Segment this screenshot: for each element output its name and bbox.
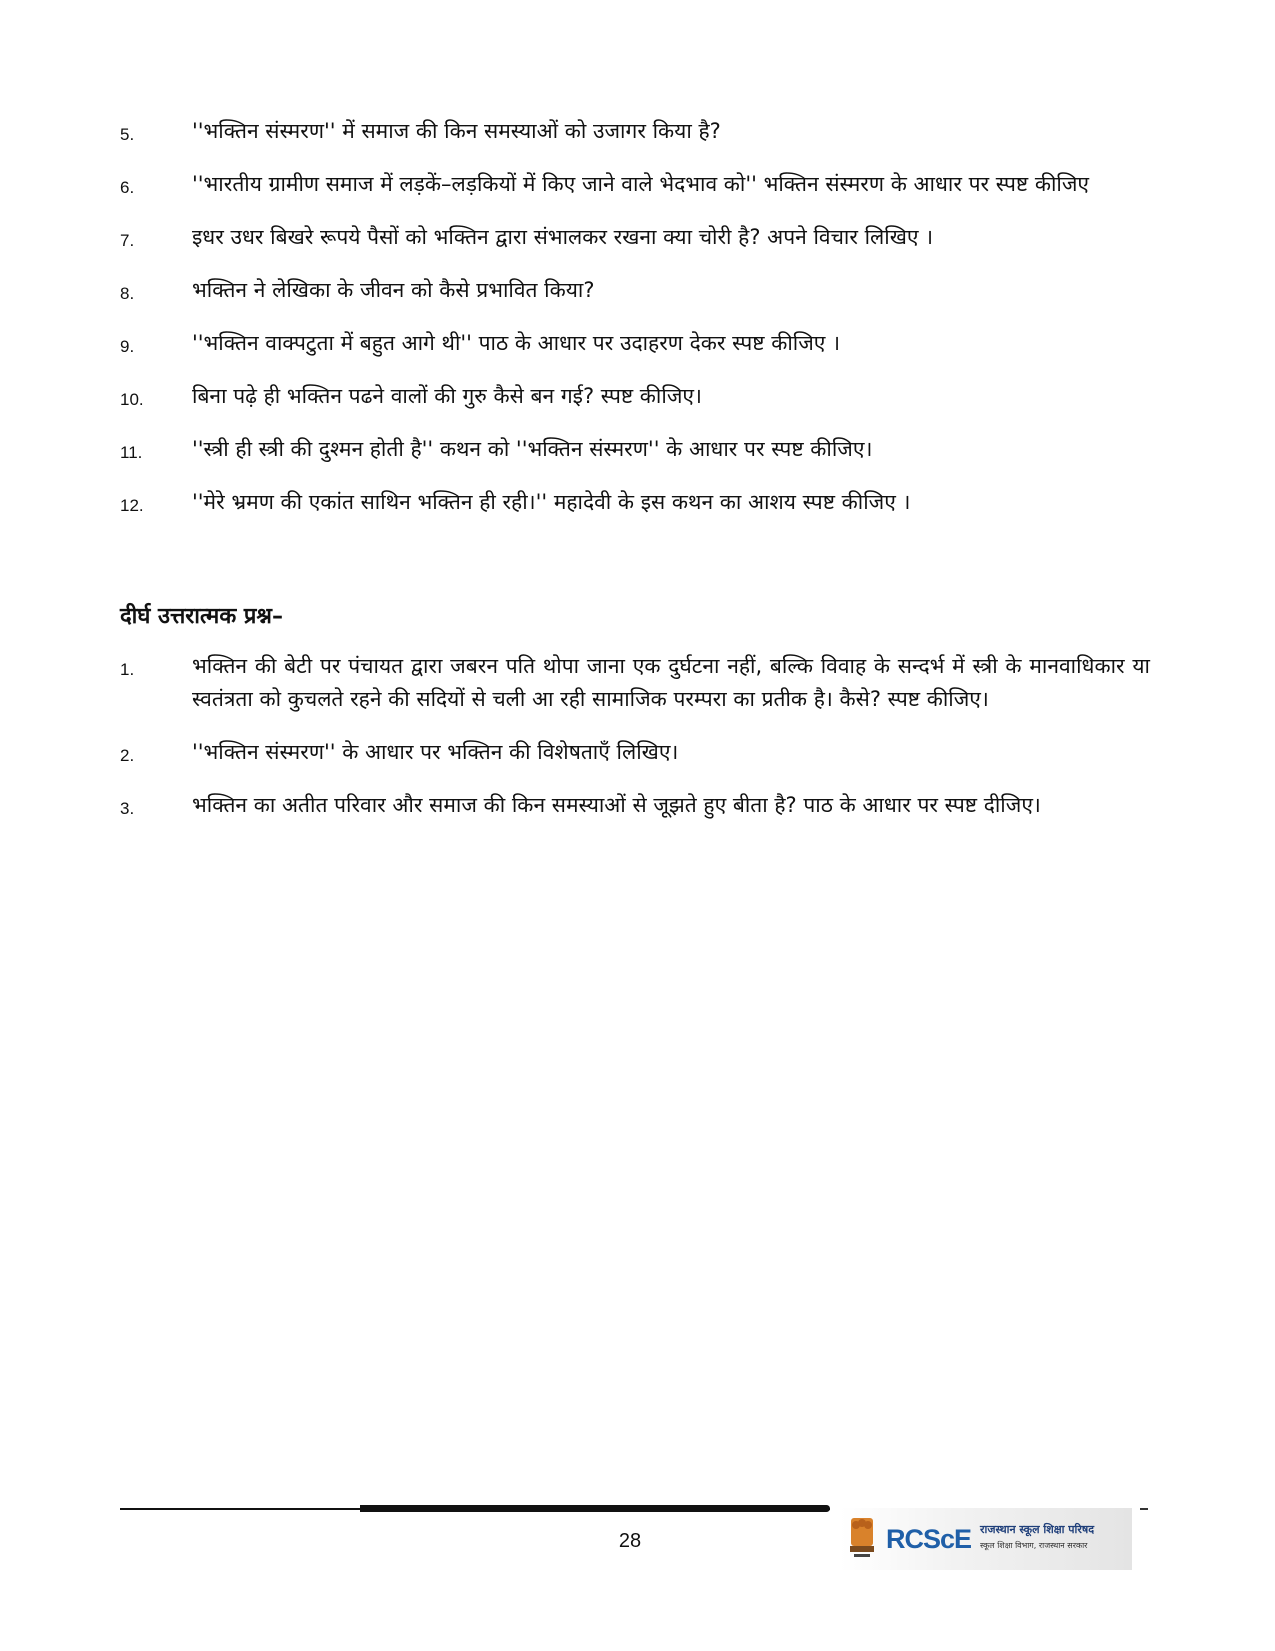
list-item: [120, 115, 1150, 148]
question-text: बिना पढ़े ही भक्तिन पढने वालों की गुरु कैसे बन गई? स्पष्ट कीजिए।: [192, 384, 702, 408]
question-text: ''भक्तिन वाक्पटुता में बहुत आगे थी'' पाठ के आधार पर उदाहरण देकर स्पष्ट कीजिए ।: [192, 331, 841, 355]
short-questions-list: [120, 115, 1150, 519]
list-item: [120, 650, 1150, 716]
list-item: [120, 327, 1150, 360]
list-item: [120, 380, 1150, 413]
question-number: 6.: [120, 178, 135, 197]
logo-title: राजस्थान स्कूल शिक्षा परिषद: [980, 1523, 1095, 1536]
question-number: 7.: [120, 231, 135, 250]
question-text: ''भक्तिन संस्मरण'' में समाज की किन समस्याओं को उजागर किया है?: [192, 119, 721, 143]
question-number: 10.: [120, 390, 144, 409]
question-number: 2.: [120, 746, 135, 765]
list-item: [120, 789, 1150, 822]
rcsce-logo: [840, 1508, 1132, 1570]
page-number: 28: [618, 1530, 642, 1552]
footer-divider-bold: [360, 1505, 830, 1512]
question-text: ''भक्तिन संस्मरण'' के आधार पर भक्तिन की विशेषताएँ लिखिए।: [192, 740, 679, 764]
question-number: 12.: [120, 496, 144, 515]
question-text: ''स्त्री ही स्त्री की दुश्मन होती है'' कथन को ''भक्तिन संस्मरण'' के आधार पर स्पष्ट कीजिए।: [192, 437, 873, 461]
footer-divider-mark: [1140, 1508, 1148, 1510]
question-text: भक्तिन ने लेखिका के जीवन को कैसे प्रभावित किया?: [192, 278, 595, 302]
question-number: 11.: [120, 443, 143, 462]
question-number: 3.: [120, 799, 135, 818]
list-item: [120, 221, 1150, 254]
question-text: ''भारतीय ग्रामीण समाज में लड़कें–लड़कियों में किए जाने वाले भेदभाव को'' भक्तिन संस्मरण के आधार पर स्पष्ट कीजिए: [192, 172, 1090, 196]
question-text: भक्तिन की बेटी पर पंचायत द्वारा जबरन पति थोपा जाना एक दुर्घटना नहीं, बल्कि विवाह के सन्दर्भ में स्त्री के मानवाधिकार या स्वतंत्रता को कुचलते रहने की सदियों से चली आ रही सामाजिक परम्परा का प्रतीक है। कैसे? स्पष्ट कीजिए।: [192, 654, 1150, 711]
logo-wordmark: RCScE: [886, 1524, 972, 1554]
question-text: इधर उधर बिखरे रूपये पैसों को भक्तिन द्वारा संभालकर रखना क्या चोरी है? अपने विचार लिखिए ।: [192, 225, 934, 249]
question-number: 1.: [120, 660, 135, 679]
question-number: 9.: [120, 337, 135, 356]
long-questions-list: [120, 650, 1150, 822]
list-item: [120, 433, 1150, 466]
state-emblem-icon: [846, 1512, 878, 1564]
list-item: [120, 168, 1150, 201]
question-text: ''मेरे भ्रमण की एकांत साथिन भक्तिन ही रही।'' महादेवी के इस कथन का आशय स्पष्ट कीजिए ।: [192, 490, 911, 514]
list-item: [120, 486, 1150, 519]
question-text: भक्तिन का अतीत परिवार और समाज की किन समस्याओं से जूझते हुए बीता है? पाठ के आधार पर स्पष्ट दीजिए।: [192, 793, 1041, 817]
question-number: 8.: [120, 284, 135, 303]
logo-subtitle: स्कूल शिक्षा विभाग, राजस्थान सरकार: [980, 1541, 1088, 1550]
list-item: [120, 274, 1150, 307]
question-number: 5.: [120, 125, 135, 144]
list-item: [120, 736, 1150, 769]
section-heading: दीर्घ उत्तरात्मक प्रश्न–: [120, 604, 283, 629]
